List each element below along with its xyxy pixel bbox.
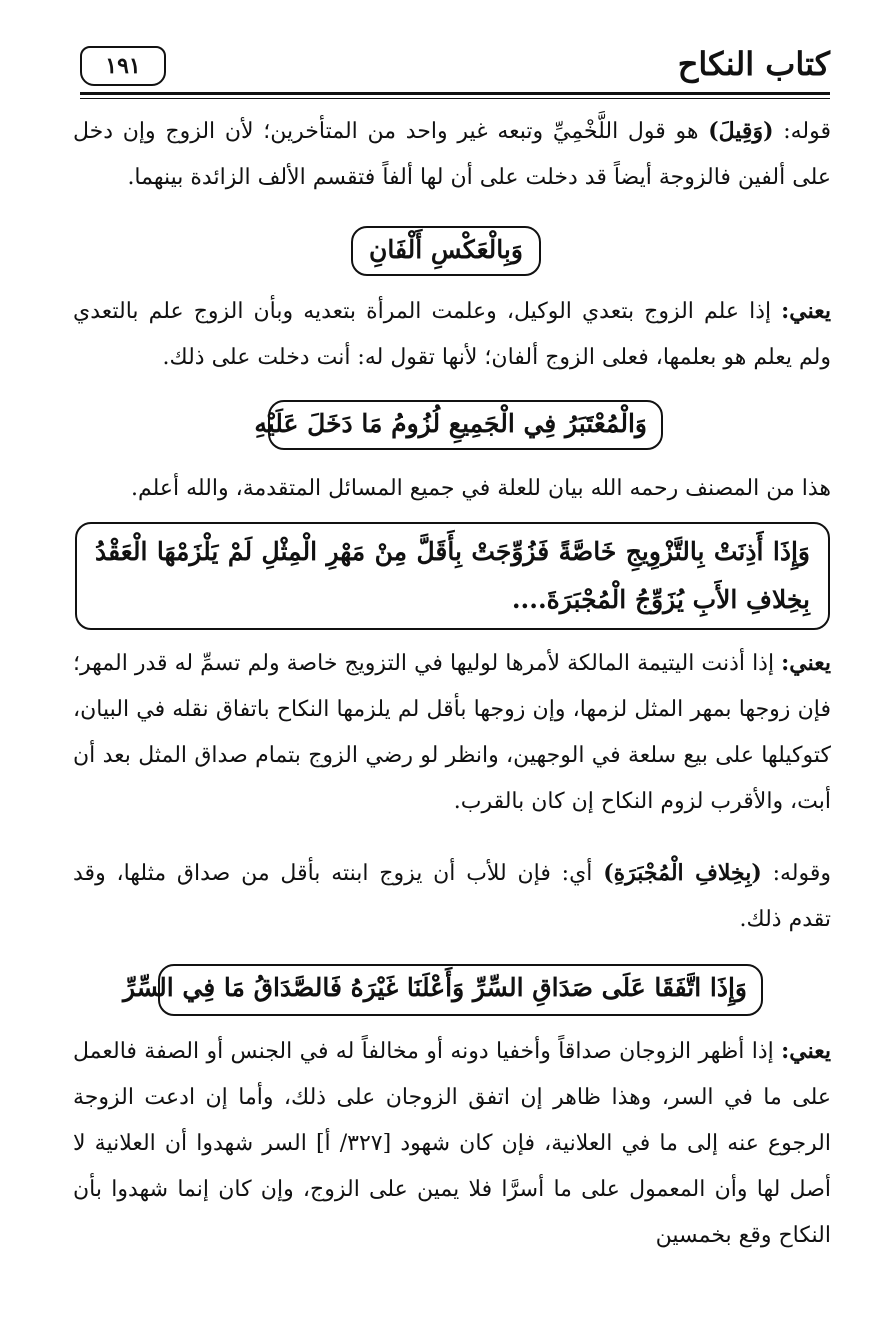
paragraph-lead: وقوله: — [761, 861, 831, 886]
quoted-term: (وَقِيلَ) — [708, 118, 774, 144]
page-header — [80, 38, 830, 94]
paragraph-lead: يعني: — [781, 650, 831, 676]
running-title: كتاب النكاح — [677, 45, 830, 83]
paragraph-text: إذا أظهر الزوجان صداقاً وأخفيا دونه أو مخالفاً له في الجنس أو الصفة فالعمل على ما في السر، وهذا ظاهر إن اتفق الزوجان على ذلك، وأما إن ادعت الزوجة الرجوع عنه إلى ما في العلانية، فإن كان شهود [٣٢٧/ أ] السر شهدوا أن العلانية لا أصل لها وأن المعمول على ما أسرَّا فلا يمين على الزوج، وإن كان إنما شهدوا بأن النكاح وقع بخمسين — [73, 1039, 832, 1248]
matn-box-4: وَإِذَا اتَّفَقَا عَلَى صَدَاقِ السِّرِّ وَأَعْلَنَا غَيْرَهُ فَالصَّدَاقُ مَا فِي السِّرِّ — [158, 964, 763, 1016]
quoted-term: (بِخِلافِ الْمُجْبَرَةِ) — [603, 860, 762, 886]
paragraph-text: هو قول اللَّخْمِيِّ وتبعه غير واحد من المتأخرين؛ لأن الزوج وإن دخل على ألفين فالزوجة أيضاً قد دخلت على أن لها ألفاً فتقسم الألف الزائدة بينهما. — [73, 119, 831, 190]
header-rule — [80, 92, 830, 95]
commentary-paragraph-5 — [73, 850, 831, 943]
matn-box-1: وَبِالْعَكْسِ أَلْفَانِ — [351, 226, 541, 276]
paragraph-lead: يعني: — [781, 298, 831, 324]
page-number: ١٩١ — [80, 46, 166, 86]
paragraph-text: أي: فإن للأب أن يزوج ابنته بأقل من صداق مثلها، وقد تقدم ذلك. — [73, 861, 831, 932]
paragraph-text: هذا من المصنف رحمه الله بيان للعلة في جميع المسائل المتقدمة، والله أعلم. — [130, 476, 831, 501]
commentary-paragraph-3 — [73, 466, 831, 512]
commentary-paragraph-2 — [73, 288, 831, 381]
matn-box-2: وَالْمُعْتَبَرُ فِي الْجَمِيعِ لُزُومُ مَا دَخَلَ عَلَيْهِ — [268, 400, 663, 450]
paragraph-lead: يعني: — [781, 1038, 831, 1064]
paragraph-text: إذا أذنت اليتيمة المالكة لأمرها لوليها في التزويج خاصة ولم تسمِّ له قدر المهر؛ فإن زوجها بمهر المثل لزمها، وإن زوجها بأقل لم يلزمها النكاح باتفاق نقله في البيان، كتوكيلها على بيع سلعة في الوجهين، وانظر لو رضي الزوج بتمام صداق المثل بعد أن أبت، والأقرب لزوم النكاح إن كان بالقرب. — [73, 651, 831, 814]
matn-box-3: وَإِذَا أَذِنَتْ بِالتَّزْوِيجِ خَاصَّةً فَزُوِّجَتْ بِأَقَلَّ مِنْ مَهْرِ الْمِثْلِ لَمْ يَلْزَمْهَا الْعَقْدُ بِخِلافِ الأَبِ يُزَوِّجُ الْمُجْبَرَةَ.... — [75, 522, 830, 630]
commentary-paragraph-6 — [73, 1028, 831, 1259]
commentary-paragraph-4 — [73, 640, 831, 825]
header-rule-thin — [80, 98, 830, 99]
paragraph-text: إذا علم الزوج بتعدي الوكيل، وعلمت المرأة بتعديه وبأن الزوج علم بالتعدي ولم يعلم هو بعلمها، فعلى الزوج ألفان؛ لأنها تقول له: أنت دخلت على ذلك. — [73, 299, 831, 370]
paragraph-lead: قوله: — [773, 119, 831, 144]
commentary-paragraph-1 — [73, 108, 831, 201]
